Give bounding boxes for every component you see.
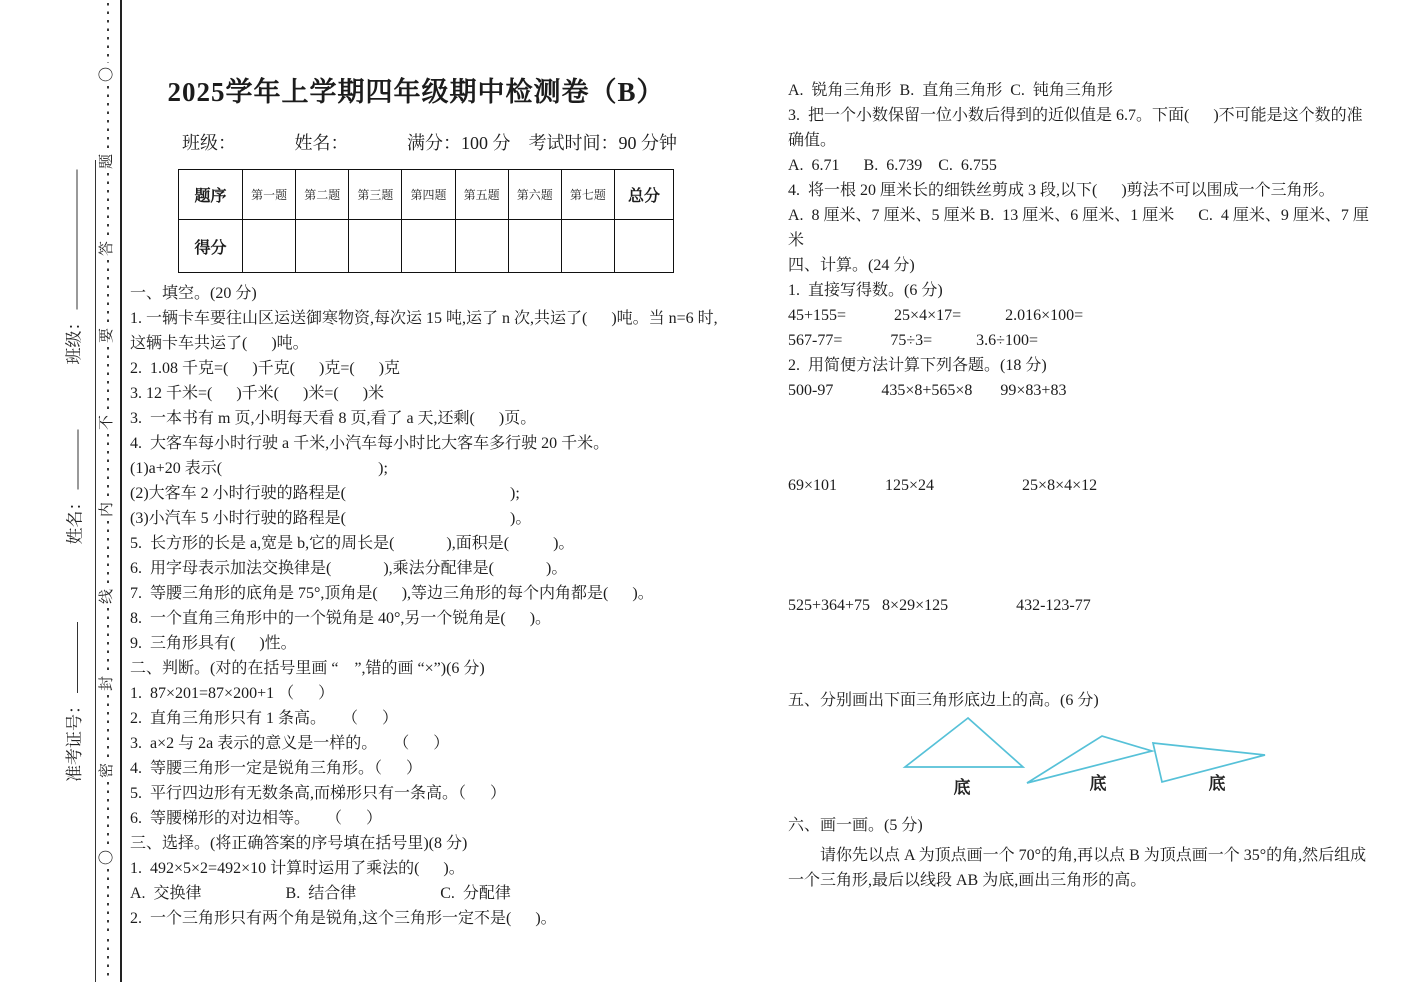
seal-dotted-segment xyxy=(107,173,109,237)
question-text-line: 8. 一个直角三角形中的一个锐角是 40°,另一个锐角是( )。 xyxy=(130,610,552,627)
score-table-header-cell: 题序 xyxy=(179,170,243,220)
question-text-line: 1. 直接写得数。(6 分) xyxy=(788,282,943,299)
question-text-line: 4. 将一根 20 厘米长的细铁丝剪成 3 段,以下( )剪法不可以围成一个三角形。 xyxy=(788,182,1335,199)
seal-dotted-segment xyxy=(107,434,109,498)
vertical-field xyxy=(61,622,83,782)
vertical-field-blank-line xyxy=(66,430,78,490)
section-6-heading: 六、画一画。(5 分) xyxy=(788,817,923,834)
vertical-field-label: 班级： xyxy=(64,313,83,365)
seal-dotted-segment xyxy=(107,869,109,933)
vertical-field xyxy=(62,430,84,545)
seal-dotted-segment xyxy=(107,86,109,150)
question-text-line: A. 交换律 B. 结合律 C. 分配律 xyxy=(130,885,511,902)
seal-inner-rule xyxy=(95,160,96,982)
base-label-2: 底 xyxy=(1089,774,1107,793)
score-table-header-cell: 第六题 xyxy=(509,170,562,220)
right-question-lines xyxy=(788,78,1416,403)
vertical-field-label: 准考证号： xyxy=(64,697,84,782)
question-text-line: (2)大客车 2 小时行驶的路程是( ); xyxy=(130,485,520,502)
seal-line-char: 答 xyxy=(99,241,115,257)
base-label-3: 底 xyxy=(1208,774,1226,793)
triangles-figure xyxy=(788,713,1416,813)
question-text-line: 一个三角形,最后以线段 AB 为底,画出三角形的高。 xyxy=(788,872,1147,889)
score-cell-empty xyxy=(402,220,455,272)
question-text-line: 1. 492×5×2=492×10 计算时运用了乘法的( )。 xyxy=(130,860,465,877)
section-6-body xyxy=(788,843,1416,893)
question-text-line: 一、填空。(20 分) xyxy=(130,285,257,302)
question-text-line: 4. 等腰三角形一定是锐角三角形。（ ） xyxy=(130,760,423,777)
seal-line-char: 内 xyxy=(99,502,115,518)
question-text-line: 二、判断。(对的在括号里画 “ ”,错的画 “×”)(6 分) xyxy=(130,660,485,677)
question-text-line: 567-77= 75÷3= 3.6÷100= xyxy=(788,332,1038,349)
seal-dotted-segment xyxy=(107,782,109,846)
question-text-line: 米 xyxy=(788,232,805,249)
question-text-line: 2. 直角三角形只有 1 条高。 （ ） xyxy=(130,710,399,727)
score-table-header-cell: 第五题 xyxy=(456,170,509,220)
seal-line-char: 线 xyxy=(99,589,115,605)
right-column xyxy=(788,78,1416,893)
vertical-field-blank-line xyxy=(66,622,78,693)
score-cell-empty xyxy=(562,220,615,272)
question-text-line: 7. 等腰三角形的底角是 75°,顶角是( ),等边三角形的每个内角都是( )。 xyxy=(130,585,654,602)
score-row-label-cell: 得分 xyxy=(179,220,243,272)
seal-line-char: 封 xyxy=(99,676,115,692)
section-5-heading: 五、分别画出下面三角形底边上的高。(6 分) xyxy=(788,692,1099,709)
question-text-line: A. 8 厘米、7 厘米、5 厘米 B. 13 厘米、6 厘米、1 厘米 C. 4 厘米、9 厘米、7 厘 xyxy=(788,207,1369,224)
question-text-line: 2. 用简便方法计算下列各题。(18 分) xyxy=(788,357,1047,374)
seal-line-char: 密 xyxy=(99,763,115,779)
seal-dotted-segment xyxy=(107,521,109,585)
seal-line-char: 〇 xyxy=(99,850,115,866)
question-text-line: 确值。 xyxy=(788,132,837,149)
question-text-line: 3. 12 千米=( )千米( )米=( )米 xyxy=(130,385,385,402)
simplify-calc-row-3: 525+364+75 8×29×125 432-123-77 xyxy=(788,597,1091,614)
question-text-line: 3. 把一个小数保留一位小数后得到的近似值是 6.7。下面( )不可能是这个数的准 xyxy=(788,107,1363,124)
seal-dotted-segment xyxy=(107,347,109,411)
seal-line-char: 题 xyxy=(99,154,115,170)
question-text-line: 2. 1.08 千克=( )千克( )克=( )克 xyxy=(130,360,401,377)
question-text-line: 3. 一本书有 m 页,小明每天看 8 页,看了 a 天,还剩( )页。 xyxy=(130,410,537,427)
question-text-line: 2. 一个三角形只有两个角是锐角,这个三角形一定不是( )。 xyxy=(130,910,557,927)
seal-dotted-segment xyxy=(107,260,109,324)
question-text-line: 9. 三角形具有( )性。 xyxy=(130,635,297,652)
question-text-line: A. 锐角三角形 B. 直角三角形 C. 钝角三角形 xyxy=(788,82,1113,99)
simplify-calc-row-2: 69×101 125×24 25×8×4×12 xyxy=(788,477,1098,494)
question-text-line: 5. 长方形的长是 a,宽是 b,它的周长是( ),面积是( )。 xyxy=(130,535,575,552)
score-cell-empty xyxy=(349,220,402,272)
page-title: 2025学年上学期四年级期中检测卷（B） xyxy=(167,77,665,107)
vertical-field-label: 姓名： xyxy=(65,493,84,545)
seal-line xyxy=(99,0,116,982)
seal-dotted-segment xyxy=(107,939,109,979)
question-text-line: 6. 等腰梯形的对边相等。 （ ） xyxy=(130,810,383,827)
score-cell-empty xyxy=(296,220,349,272)
score-table-header-cell: 第一题 xyxy=(243,170,296,220)
question-text-line: 四、计算。(24 分) xyxy=(788,257,915,274)
content-left-border xyxy=(120,0,122,982)
score-cell-empty xyxy=(243,220,296,272)
score-cell-empty xyxy=(615,220,673,272)
seal-dotted-segment xyxy=(107,695,109,759)
seal-dotted-segment xyxy=(107,608,109,672)
vertical-field-blank-line xyxy=(65,170,77,310)
question-text-line: A. 6.71 B. 6.739 C. 6.755 xyxy=(788,157,997,174)
question-text-line: (3)小汽车 5 小时行驶的路程是( )。 xyxy=(130,510,532,527)
triangle-shape-1 xyxy=(905,718,1023,767)
question-text-line: 1. 87×201=87×200+1 （ ） xyxy=(130,685,335,702)
question-text-line: 3. a×2 与 2a 表示的意义是一样的。 （ ） xyxy=(130,735,450,752)
score-table-header-cell: 第三题 xyxy=(349,170,402,220)
score-cell-empty xyxy=(509,220,562,272)
seal-line-char: 不 xyxy=(99,415,115,431)
question-text-line: 45+155= 25×4×17= 2.016×100= xyxy=(788,307,1084,324)
base-label-1: 底 xyxy=(953,778,971,797)
score-cell-empty xyxy=(456,220,509,272)
seal-line-char: 〇 xyxy=(99,67,115,83)
question-text-line: 请你先以点 A 为顶点画一个 70°的角,再以点 B 为顶点画一个 35°的角,然后组成 xyxy=(788,847,1367,864)
question-text-line: 4. 大客车每小时行驶 a 千米,小汽车每小时比大客车多行驶 20 千米。 xyxy=(130,435,610,452)
left-question-lines xyxy=(130,281,718,931)
student-info-line: 班级： 姓名： 满分：100 分 考试时间：90 分钟 xyxy=(182,133,677,153)
vertical-field xyxy=(61,170,83,365)
seal-dotted-segment xyxy=(107,3,109,63)
question-text-line: 6. 用字母表示加法交换律是( ),乘法分配律是( )。 xyxy=(130,560,568,577)
question-text-line: 这辆卡车共运了( )吨。 xyxy=(130,335,309,352)
question-text-line: 1. 一辆卡车要往山区运送御寒物资,每次运 15 吨,运了 n 次,共运了( )吨。当 n=6 时, xyxy=(130,310,718,327)
score-table-header-cell: 第七题 xyxy=(562,170,615,220)
question-text-line: 500-97 435×8+565×8 99×83+83 xyxy=(788,382,1067,399)
question-text-line: 5. 平行四边形有无数条高,而梯形只有一条高。（ ） xyxy=(130,785,507,802)
score-table-header-cell: 总分 xyxy=(615,170,673,220)
score-table xyxy=(178,169,674,273)
score-table-header-cell: 第四题 xyxy=(402,170,455,220)
left-column xyxy=(130,75,718,931)
score-table-header-cell: 第二题 xyxy=(296,170,349,220)
question-text-line: (1)a+20 表示( ); xyxy=(130,460,388,477)
seal-line-char: 要 xyxy=(99,328,115,344)
question-text-line: 三、选择。(将正确答案的序号填在括号里)(8 分) xyxy=(130,835,468,852)
